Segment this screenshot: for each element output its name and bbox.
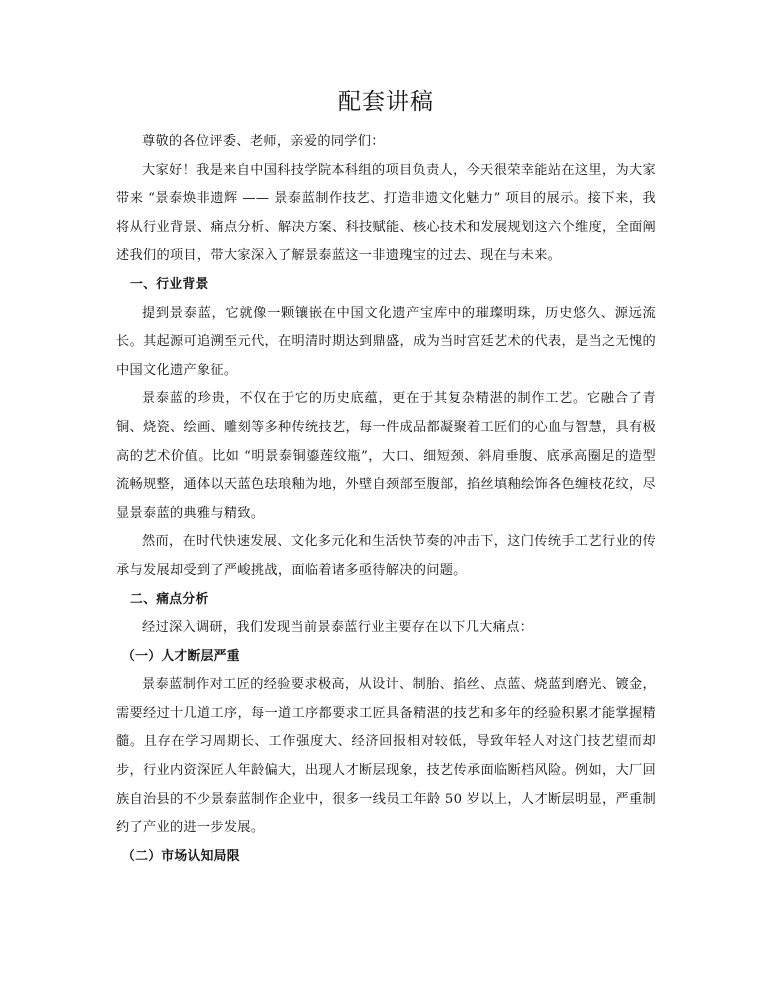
document-title: 配套讲稿	[338, 89, 434, 115]
section-heading-industry-background: 一、行业背景	[130, 276, 209, 292]
subsection-heading-market-awareness: （二）市场认知局限	[122, 848, 240, 864]
section-heading-pain-points: 二、痛点分析	[130, 591, 209, 607]
paragraph: 景泰蓝制作对工匠的经验要求极高，从设计、制胎、掐丝、点蓝、烧蓝到磨光、镀金，需要经过十几道工序，每一道工序都要求工匠具备精湛的技艺和多年的经验积累才能掌握精髓。且存在学习周期长、工作强度大、经济回报相对较低，导致年轻人对这门技艺望而却步，行业内资深匠人年龄偏大，出现人才断层现象，技艺传承面临断档风险。例如，大厂回族自治县的不少景泰蓝制作企业中，很多一线员工年龄 50 岁以上，人才断层明显，严重制约了产业的进一步发展。	[116, 677, 656, 836]
document-page	[116, 86, 656, 871]
subsection-heading-talent-gap: （一）人才断层严重	[122, 648, 240, 664]
intro-paragraph: 大家好！我是来自中国科技学院本科组的项目负责人，今天很荣幸能站在这里，为大家带来 “景泰焕非遗辉 —— 景泰蓝制作技艺、打造非遗文化魅力” 项目的展示。接下来，我将从行业背景、痛点分析、解决方案、科技赋能、核心技术和发展规划这六个维度，全面阐述我们的项目，带大家深入了解景泰蓝这一非遗瑰宝的过去、现在与未来。	[116, 162, 656, 264]
paragraph: 然而，在时代快速发展、文化多元化和生活快节奏的冲击下，这门传统手工艺行业的传承与发展却受到了严峻挑战，面临着诸多亟待解决的问题。	[116, 534, 656, 578]
paragraph: 景泰蓝的珍贵，不仅在于它的历史底蕴，更在于其复杂精湛的制作工艺。它融合了青铜、烧瓷、绘画、雕刻等多种传统技艺，每一件成品都凝聚着工匠们的心血与智慧，具有极高的艺术价值。比如 “明景泰铜鎏莲纹瓶”，大口、细短颈、斜肩垂腹、底承高圈足的造型流畅规整，通体以天蓝色珐琅釉为地，外壁自颈部至腹部，掐丝填釉绘饰各色缠枝花纹，尽显景泰蓝的典雅与精致。	[116, 391, 656, 521]
paragraph: 经过深入调研，我们发现当前景泰蓝行业主要存在以下几大痛点：	[142, 620, 534, 636]
paragraph: 提到景泰蓝，它就像一颗镶嵌在中国文化遗产宝库中的璀璨明珠，历史悠久、源远流长。其起源可追溯至元代，在明清时期达到鼎盛，成为当时宫廷艺术的代表，是当之无愧的中国文化遗产象征。	[116, 305, 656, 378]
greeting: 尊敬的各位评委、老师，亲爱的同学们：	[142, 134, 385, 149]
